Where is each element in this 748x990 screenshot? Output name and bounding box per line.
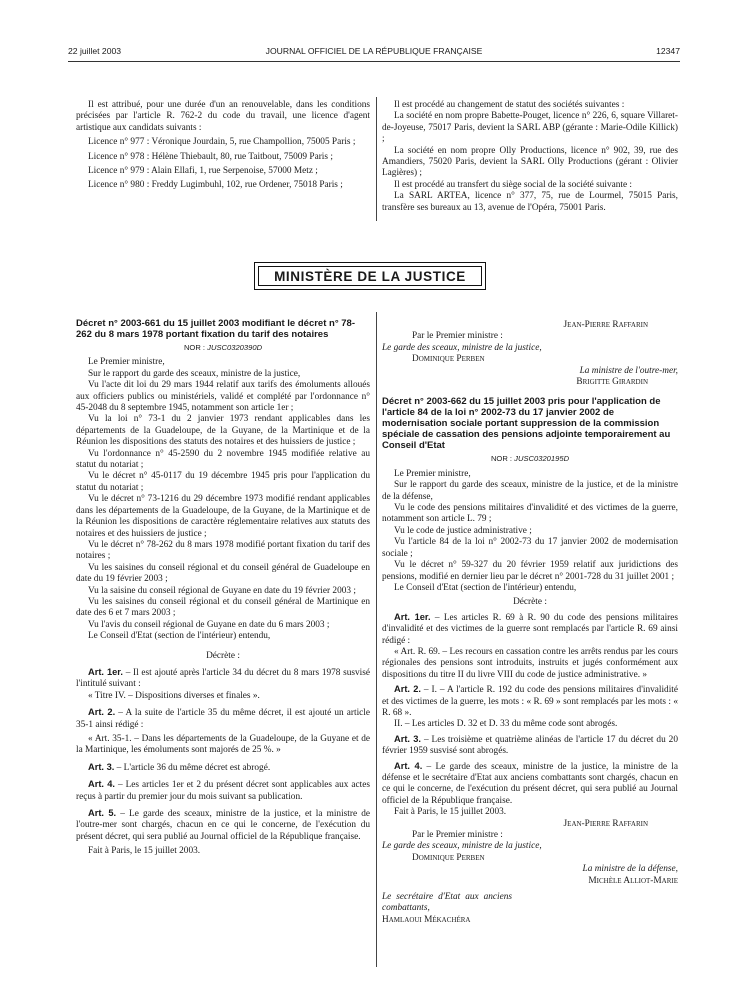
paragraph: La société en nom propre Babette-Pouget, licence n° 226, 6, square Villaret-de-Joyeuse, 75017 Paris, devient la SARL ABP (gérante : Marie-Odile Killick) ;: [382, 111, 678, 145]
decree-title: Décret n° 2003-662 du 15 juillet 2003 pris pour l'application de l'article 84 de la loi n° 2002-73 du 17 janvier 2002 de modernisation sociale portant suppression de la commission spéciale de cassation des pensions adjointe temporairement au Conseil d'Etat: [382, 396, 671, 452]
paragraph: Le Premier ministre,: [88, 357, 165, 368]
paragraph: Le Premier ministre,: [394, 468, 471, 479]
article: Art. 3. – Les troisième et quatrième alinéas de l'article 17 du décret du 20 février 1959 susvisé sont abrogés.: [382, 733, 678, 757]
top-right-section: [382, 100, 678, 214]
paragraph: Licence n° 979 : Alain Ellafi, 1, rue Serpenoise, 57000 Metz ;: [88, 166, 318, 177]
nor-reference: NOR : JUSC0320390D: [183, 343, 263, 352]
signature-title: Le secrétaire d'Etat aux anciens combattants,: [382, 892, 512, 914]
signature-title: La ministre de la défense,: [582, 864, 678, 875]
right-column: [382, 320, 678, 926]
paragraph: Vu le décret n° 45-0117 du 19 décembre 1945 pris pour l'application du statut du notariat ;: [76, 471, 370, 493]
paragraph: Licence n° 977 : Véronique Jourdain, 5, rue Champollion, 75005 Paris ;: [88, 137, 356, 148]
paragraph: Sur le rapport du garde des sceaux, ministre de la justice,: [88, 368, 301, 379]
top-left-section: [76, 100, 370, 192]
decrete-heading: Décrète :: [513, 597, 547, 608]
article: Art. 2. – I. – A l'article R. 192 du code des pensions militaires d'invalidité et des victimes de la guerre, les mots : « R. 69 » sont remplacés par les mots : « R. 68 ».: [382, 684, 678, 718]
article: Art. 1er. – Il est ajouté après l'article 34 du décret du 8 mars 1978 susvisé l'intitulé suivant :: [76, 666, 370, 690]
paragraph: Vu le décret n° 73-1216 du 29 décembre 1973 modifié rendant applicables dans les départements de la Guadeloupe, de la Guyane, de la Martinique et de la Réunion les dispositions de caractère réglementaire relatives aux statuts des notaires et des huissiers de justice ;: [76, 494, 370, 539]
header-rule: [68, 61, 680, 62]
article: « Titre IV. – Dispositions diverses et finales ».: [88, 690, 260, 701]
signature-name: Hamlaoui Mékachéra: [382, 914, 471, 925]
signature-title: La ministre de l'outre-mer,: [579, 365, 678, 376]
article: « Art. R. 69. – Les recours en cassation contre les arrêts rendus par les cours régionales des pensions sont introduits, instruits et jugés conformément aux dispositions du titre II du livre VIII du code de justice administrative. »: [382, 646, 678, 680]
paragraph: Vu les saisines du conseil régional et du conseil général de Guadeloupe en date du 19 février 2003 ;: [76, 562, 370, 585]
column-divider: [376, 97, 377, 221]
article: II. – Les articles D. 32 et D. 33 du même code sont abrogés.: [394, 719, 618, 730]
paragraph: Il est procédé au changement de statut des sociétés suivantes :: [394, 100, 625, 110]
paragraph: Vu les saisines du conseil régional et du conseil général de Martinique en date des 6 et 7 mars 2003 ;: [76, 596, 370, 619]
article: Art. 3. – L'article 36 du même décret est abrogé.: [88, 761, 271, 773]
paragraph: Sur le rapport du garde des sceaux, ministre de la justice, et de la ministre de la défense,: [382, 480, 678, 502]
paragraph: Vu l'article 84 de la loi n° 2002-73 du 17 janvier 2002 de modernisation sociale ;: [382, 537, 678, 559]
ministry-banner-title: MINISTÈRE DE LA JUSTICE: [258, 266, 482, 286]
header-date: 22 juillet 2003: [68, 46, 122, 56]
paragraph: La société en nom propre Olly Productions, licence n° 902, 39, rue des Amandiers, 75020 Paris, devient la SARL Olly Productions (gérant : Olivier Lagières) ;: [382, 145, 678, 179]
signature-name: Dominique Perben: [412, 852, 485, 863]
paragraph: Vu la saisine du conseil régional de Guyane en date du 19 février 2003 ;: [88, 585, 356, 596]
nor-reference: NOR : JUSC0320195D: [490, 454, 570, 464]
paragraph: Il est attribué, pour une durée d'un an renouvelable, dans les conditions précisées par l'article R. 762-2 du code du travail, une licence d'agent artistique aux candidats suivants :: [76, 100, 370, 133]
article: Art. 4. – Le garde des sceaux, ministre de la justice, la ministre de la défense et le secrétaire d'Etat aux anciens combattants sont chargés, chacun en ce qui le concerne, de l'exécution du présent décret, qui sera publié au Journal officiel de la République française.: [382, 760, 678, 806]
signer-name: Jean-Pierre Raffarin: [563, 818, 648, 829]
header-journal-title: JOURNAL OFFICIEL DE LA RÉPUBLIQUE FRANÇAISE: [265, 46, 483, 56]
ministry-banner: [254, 262, 486, 290]
paragraph: Vu le code des pensions militaires d'invalidité et des victimes de la guerre, notamment son article L. 79 ;: [382, 503, 678, 525]
by-pm: Par le Premier ministre :: [412, 830, 503, 841]
article: Art. 2. – A la suite de l'article 35 du même décret, il est ajouté un article 35-1 ainsi rédigé :: [76, 707, 370, 730]
decrete-heading: Décrète :: [206, 650, 240, 661]
decree-title: Décret n° 2003-661 du 15 juillet 2003 modifiant le décret n° 78-262 du 8 mars 1978 portant fixation du tarif des notaires: [76, 318, 355, 340]
paragraph: Le Conseil d'Etat (section de l'intérieur) entendu,: [394, 582, 577, 593]
paragraph: Vu le décret n° 78-262 du 8 mars 1978 modifié portant fixation du tarif des notaires ;: [76, 539, 370, 562]
paragraph: Vu l'ordonnance n° 45-2590 du 2 novembre 1945 modifiée relative au statut du notariat ;: [76, 448, 370, 471]
article: Art. 1er. – Les articles R. 69 à R. 90 du code des pensions militaires d'invalidité et des victimes de la guerre sont remplacés par l'article R. 69 ainsi rédigé :: [382, 611, 678, 646]
signature-title: Le garde des sceaux, ministre de la justice,: [382, 841, 542, 852]
paragraph: La SARL ARTEA, licence n° 377, 75, rue de Lourmel, 75015 Paris, transfère ses bureaux au 13, avenue de l'Opéra, 75001 Paris.: [382, 191, 678, 213]
article: « Art. 35-1. – Dans les départements de la Guadeloupe, de la Guyane et de la Martinique, les émoluments sont majorés de 25 %. »: [76, 734, 370, 756]
paragraph: Vu l'avis du conseil régional de Guyane en date du 6 mars 2003 ;: [88, 619, 330, 630]
paragraph: Le Conseil d'Etat (section de l'intérieur) entendu,: [88, 631, 271, 642]
paragraph: Licence n° 980 : Freddy Lugimbuhl, 102, rue Ordener, 75018 Paris ;: [88, 180, 343, 191]
by-pm: Par le Premier ministre :: [412, 331, 503, 342]
article: Art. 4. – Les articles 1er et 2 du présent décret sont applicables aux actes reçus à partir du premier jour du mois suivant sa publication.: [76, 779, 370, 802]
done-at: Fait à Paris, le 15 juillet 2003.: [88, 846, 201, 857]
paragraph: Vu la loi n° 73-1 du 2 janvier 1973 rendant applicables dans les départements de la Guadeloupe, de la Guyane, de la Martinique et de la Réunion les dispositions des statuts des notaires et des huissiers de justice ;: [76, 414, 370, 448]
paragraph: Vu l'acte dit loi du 29 mars 1944 relatif aux tarifs des émoluments alloués aux officiers publics ou ministériels, validé et complété par l'ordonnance n° 45-2048 du 8 septembre 1945, notamment son article 1er ;: [76, 380, 370, 414]
header-page-number: 12347: [656, 46, 680, 56]
paragraph: Licence n° 978 : Hélène Thiebault, 80, rue Taitbout, 75009 Paris ;: [88, 151, 333, 162]
signature-name: Dominique Perben: [412, 354, 485, 365]
signature-title: Le garde des sceaux, ministre de la justice,: [382, 342, 542, 353]
paragraph: Vu le code de justice administrative ;: [394, 525, 532, 536]
signature-name: Michèle Alliot-Marie: [588, 875, 678, 886]
signer-name: Jean-Pierre Raffarin: [563, 320, 648, 330]
paragraph: Vu le décret n° 59-327 du 20 février 1959 relatif aux juridictions des pensions, modifié en dernier lieu par le décret n° 2001-728 du 31 juillet 2001 ;: [382, 560, 678, 582]
decree-2003-661: [76, 318, 370, 858]
done-at: Fait à Paris, le 15 juillet 2003.: [394, 807, 507, 818]
paragraph: Il est procédé au transfert du siège social de la société suivante :: [394, 179, 633, 190]
signature-name: Brigitte Girardin: [576, 377, 648, 388]
article: Art. 5. – Le garde des sceaux, ministre de la justice, et la ministre de l'outre-mer sont chargés, chacun en ce qui le concerne, de l'exécution du présent décret, qui sera publié au Journal officiel de la République française.: [76, 808, 370, 842]
column-divider: [376, 312, 377, 967]
page-header: [68, 46, 680, 60]
